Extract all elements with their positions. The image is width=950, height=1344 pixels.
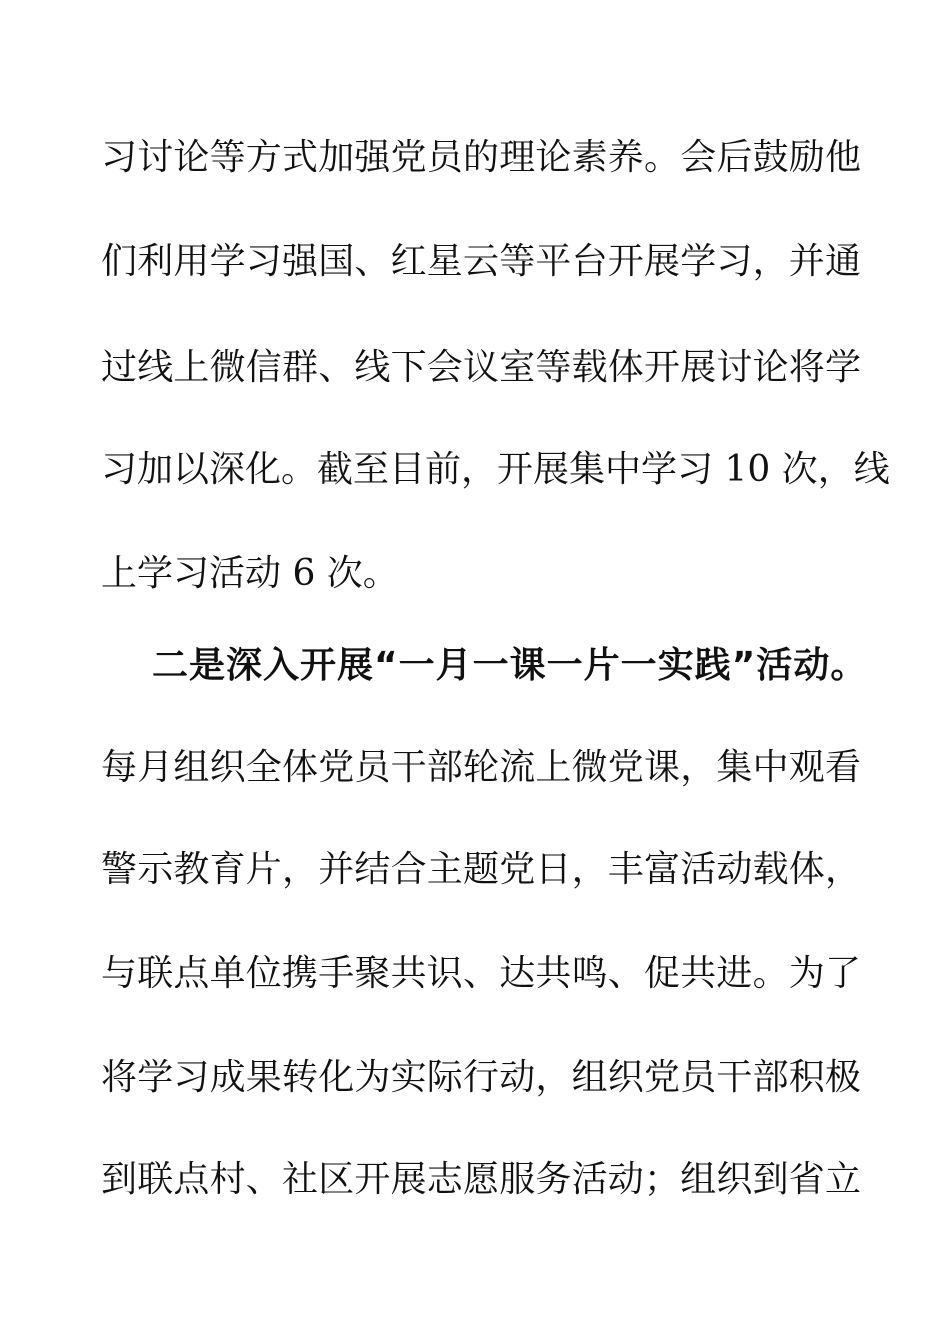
- paragraph-2-line-2: 警示教育片，并结合主题党日，丰富活动载体，: [101, 849, 861, 890]
- paragraph-2-line-3: 与联点单位携手聚共识、达共鸣、促共进。为了: [101, 953, 861, 994]
- paragraph-1-line-5: 上学习活动 6 次。: [101, 553, 399, 594]
- paragraph-1-line-1: 习讨论等方式加强党员的理论素养。会后鼓励他: [101, 137, 861, 178]
- paragraph-2-line-5: 到联点村、社区开展志愿服务活动；组织到省立: [101, 1159, 861, 1200]
- paragraph-1-line-3: 过线上微信群、线下会议室等载体开展讨论将学: [101, 347, 861, 388]
- paragraph-2-line-1: 每月组织全体党员干部轮流上微党课，集中观看: [101, 747, 861, 788]
- paragraph-1-line-2: 们利用学习强国、红星云等平台开展学习，并通: [101, 241, 861, 282]
- paragraph-1-line-4: 习加以深化。截至目前，开展集中学习 10 次，线: [101, 449, 890, 490]
- section-heading: 二是深入开展“一月一课一片一实践”活动。: [152, 645, 868, 686]
- paragraph-2-line-4: 将学习成果转化为实际行动，组织党员干部积极: [101, 1057, 861, 1098]
